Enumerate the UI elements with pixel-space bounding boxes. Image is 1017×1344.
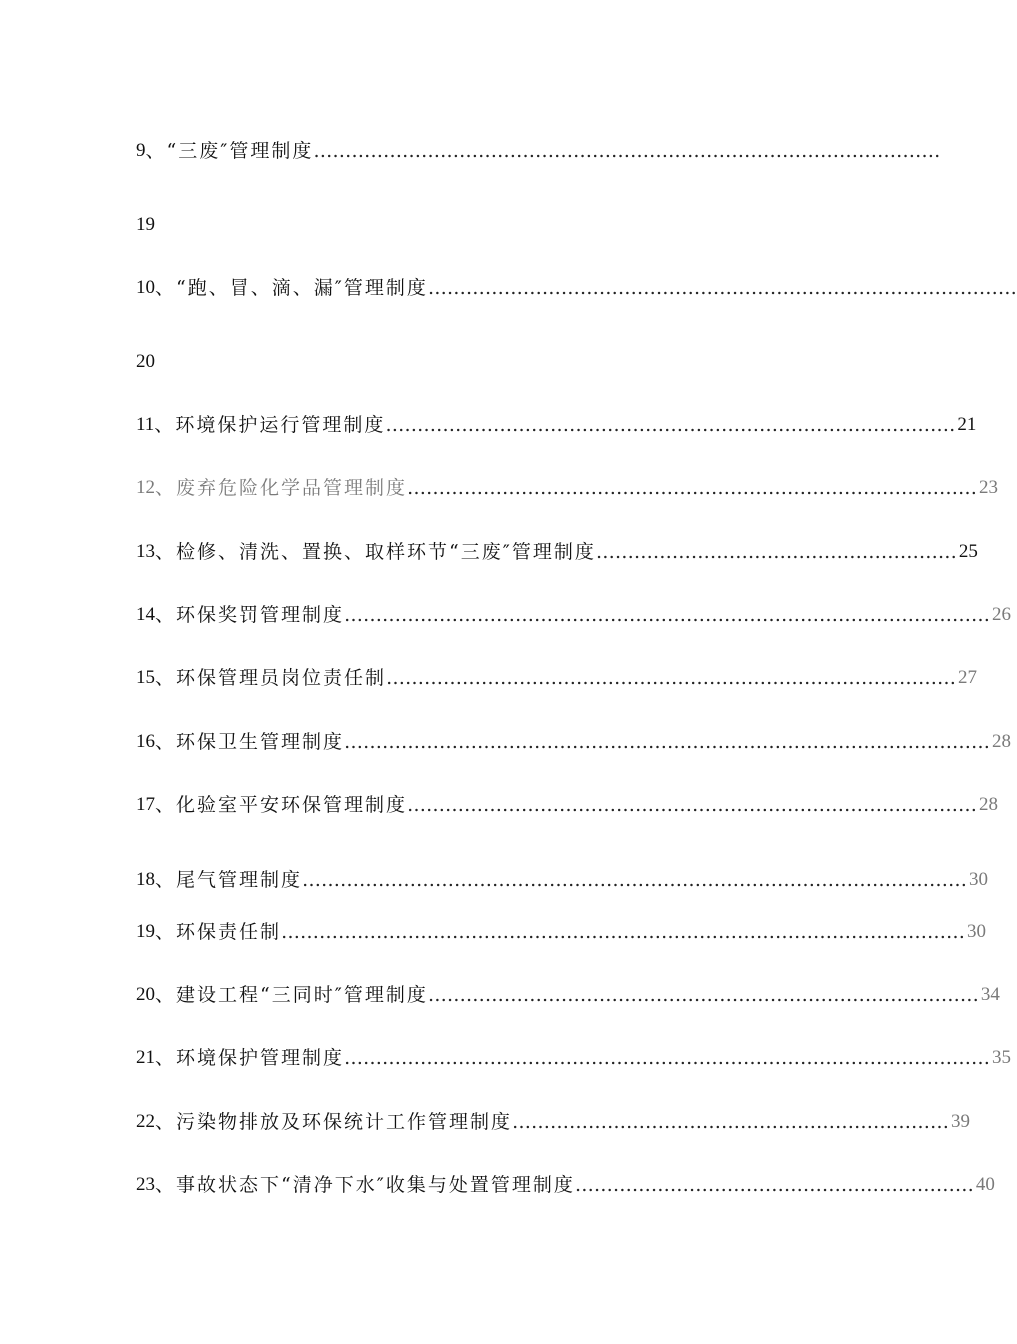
toc-entry-title: “三废″管理制度: [166, 140, 314, 162]
toc-leader-dots: ………………………………………………………………………………: [407, 794, 978, 816]
toc-entry-number: 13: [136, 541, 155, 562]
toc-entry-9[interactable]: [136, 136, 941, 166]
toc-entry-page: 28: [992, 731, 1012, 752]
toc-entry-19[interactable]: [136, 917, 987, 947]
toc-entry-page: 27: [958, 667, 978, 688]
toc-entry-page: 34: [980, 984, 1000, 1005]
toc-entry-16[interactable]: [136, 727, 1012, 757]
toc-entry-page: 30: [967, 921, 987, 942]
toc-leader-dots: ………………………………………………………………………………………………: [281, 921, 966, 943]
toc-entry-page: 23: [979, 477, 999, 498]
toc-entry-title: 环境保护管理制度: [176, 1047, 345, 1069]
toc-entry-title: 环境保护运行管理制度: [175, 414, 386, 436]
toc-entry-number: 16: [136, 731, 155, 752]
toc-entry-14[interactable]: [136, 600, 1012, 630]
toc-entry-title: 事故状态下“清净下水″收集与处置管理制度: [176, 1174, 575, 1196]
toc-entry-15[interactable]: [136, 663, 978, 693]
toc-entry-title: 环保管理员岗位责任制: [176, 667, 387, 689]
toc-leader-dots: …………………………………………………………………………………………: [344, 604, 991, 626]
toc-entry-number: 19: [136, 921, 155, 942]
toc-entry-separator: 、: [155, 1047, 175, 1069]
toc-entry-separator: 、: [155, 277, 175, 299]
toc-entry-number: 23: [136, 1174, 155, 1195]
toc-entry-separator: 、: [154, 414, 174, 436]
toc-entry-21[interactable]: [136, 1043, 1012, 1073]
toc-entry-17[interactable]: [136, 790, 999, 820]
toc-entry-separator: 、: [155, 667, 175, 689]
toc-entry-number: 21: [136, 1047, 155, 1068]
toc-leader-dots: ………………………………………………………………………………: [386, 667, 957, 689]
toc-leader-dots: …………………………………………………: [595, 541, 957, 563]
toc-leader-dots: ………………………………………………………: [574, 1174, 974, 1196]
toc-page-number-wrapped: [136, 210, 196, 240]
toc-leader-dots: …………………………………………………………………………………: [427, 277, 1017, 299]
toc-entry-page: 28: [979, 794, 999, 815]
toc-entry-11[interactable]: [136, 410, 977, 440]
toc-entry-page: 26: [992, 604, 1012, 625]
toc-entry-10[interactable]: [136, 273, 1017, 303]
toc-entry-separator: 、: [155, 1174, 175, 1196]
toc-entry-13[interactable]: [136, 537, 978, 567]
toc-entry-page: 35: [992, 1047, 1012, 1068]
toc-entry-number: 18: [136, 869, 155, 890]
toc-entry-number: 22: [136, 1111, 155, 1132]
toc-leader-dots: ……………………………………………………………………………………………: [302, 869, 968, 891]
toc-entry-page: 40: [975, 1174, 995, 1195]
toc-leader-dots: …………………………………………………………………………………………: [344, 731, 991, 753]
toc-entry-20[interactable]: [136, 980, 1000, 1010]
toc-entry-separator: 、: [155, 921, 175, 943]
toc-entry-number: 15: [136, 667, 155, 688]
toc-leader-dots: ………………………………………………………………………………: [407, 477, 978, 499]
toc-entry-title: 尾气管理制度: [176, 869, 303, 891]
toc-leader-dots: ………………………………………………………………………………: [385, 414, 956, 436]
toc-entry-page: 25: [958, 541, 978, 562]
toc-entry-page: 19: [136, 214, 155, 235]
toc-entry-separator: 、: [155, 794, 175, 816]
toc-leader-dots: ……………………………………………………………: [512, 1111, 950, 1133]
toc-entry-page: 21: [957, 414, 977, 435]
toc-entry-number: 17: [136, 794, 155, 815]
toc-entry-title: 废弃危险化学品管理制度: [176, 477, 408, 499]
toc-entry-separator: 、: [155, 604, 175, 626]
toc-entry-separator: 、: [155, 1111, 175, 1133]
toc-page-number-wrapped: [136, 347, 196, 377]
toc-entry-22[interactable]: [136, 1107, 971, 1137]
toc-entry-separator: 、: [145, 140, 165, 162]
toc-entry-title: 环保奖罚管理制度: [176, 604, 345, 626]
toc-leader-dots: ……………………………………………………………………………: [427, 984, 979, 1006]
toc-entry-title: 化验室平安环保管理制度: [176, 794, 408, 816]
toc-entry-23[interactable]: [136, 1170, 995, 1200]
toc-entry-page: 20: [136, 351, 155, 372]
toc-entry-separator: 、: [155, 477, 175, 499]
toc-entry-number: 14: [136, 604, 155, 625]
toc-entry-page: 39: [951, 1111, 971, 1132]
toc-entry-number: 20: [136, 984, 155, 1005]
toc-entry-title: 建设工程“三同时″管理制度: [176, 984, 428, 1006]
toc-entry-title: 污染物排放及环保统计工作管理制度: [176, 1111, 513, 1133]
toc-entry-page: 30: [969, 869, 989, 890]
toc-entry-title: “跑、冒、滴、漏″管理制度: [176, 277, 428, 299]
toc-entry-12[interactable]: [136, 473, 999, 503]
toc-entry-number: 9: [136, 140, 146, 161]
toc-leader-dots: …………………………………………………………………………………………: [344, 1047, 991, 1069]
toc-entry-number: 11: [136, 414, 155, 435]
toc-entry-number: 10: [136, 277, 155, 298]
toc-entry-title: 环保责任制: [176, 921, 282, 943]
toc-entry-number: 12: [136, 477, 155, 498]
toc-entry-separator: 、: [155, 731, 175, 753]
toc-entry-separator: 、: [155, 984, 175, 1006]
toc-entry-title: 环保卫生管理制度: [176, 731, 345, 753]
toc-leader-dots: ………………………………………………………………………………………: [313, 140, 941, 162]
toc-entry-separator: 、: [155, 869, 175, 891]
toc-entry-title: 检修、清洗、置换、取样环节“三废″管理制度: [176, 541, 596, 563]
toc-entry-18[interactable]: [136, 865, 989, 895]
toc-entry-separator: 、: [155, 541, 175, 563]
